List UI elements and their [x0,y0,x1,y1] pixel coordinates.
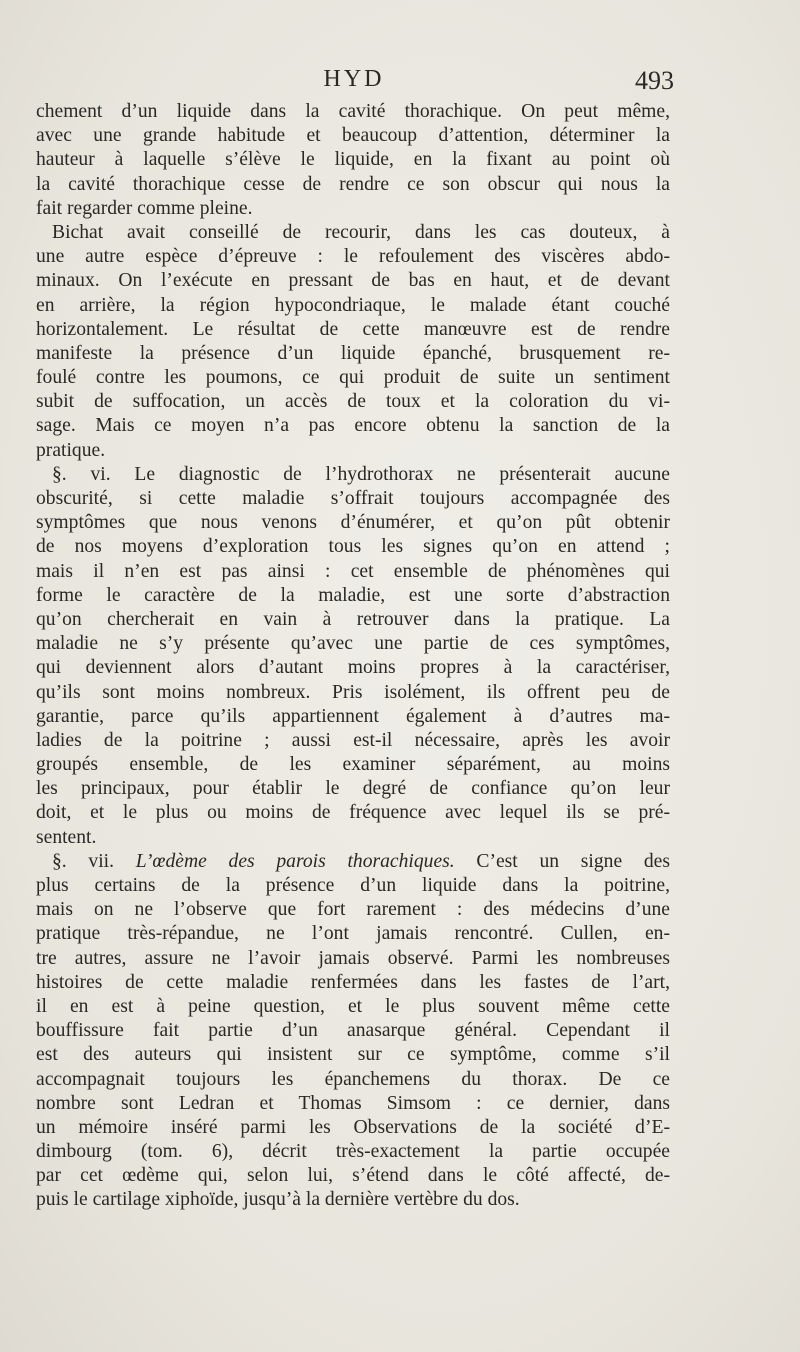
text-line: dimbourg (tom. 6), décrit très-exactement la partie occupée [36,1141,670,1163]
body-text [36,100,670,1213]
text-line: hauteur à laquelle s’élève le liquide, en la fixant au point où [36,149,670,171]
text-line: qu’ils sont moins nombreux. Pris isolément, ils offrent peu de [36,681,670,703]
text-line: il en est à peine question, et le plus souvent même cette [36,995,670,1017]
text-line: §. vi. Le diagnostic de l’hydrothorax ne présenterait aucune [52,463,670,485]
text-line: les principaux, pour établir le degré de confiance qu’on leur [36,778,670,800]
page-number: 493 [635,66,674,95]
text-line: un mémoire inséré parmi les Observations de la société d’E- [36,1116,670,1138]
page-header [36,66,672,100]
text-line: mais on ne l’observe que fort rarement : des médecins d’une [36,899,670,921]
text-line: en arrière, la région hypocondriaque, le malade étant couché [36,294,670,316]
text-line: pratique. [36,439,106,461]
section-vii-first-line [36,850,670,874]
text-line: qui deviennent alors d’autant moins propres à la caractériser, [36,657,670,679]
text-line: subit de suffocation, un accès de toux et la coloration du vi- [36,391,670,413]
text-line: est des auteurs qui insistent sur ce symptôme, comme s’il [36,1044,670,1066]
text-line: qu’on chercherait en vain à retrouver dans la pratique. La [36,608,670,630]
text-line: maladie ne s’y présente qu’avec une partie de ces symptômes, [36,633,670,655]
text-line: forme le caractère de la maladie, est une sorte d’abstraction [36,584,670,606]
text-line: de nos moyens d’exploration tous les signes qu’on en attend ; [36,536,670,558]
text-line: tre autres, assure ne l’avoir jamais observé. Parmi les nombreuses [36,947,670,969]
text-line: nombre sont Ledran et Thomas Simsom : ce dernier, dans [36,1092,670,1114]
section-vii-suffix: C’est un signe des [454,850,670,872]
text-line: horizontalement. Le résultat de cette manœuvre est de rendre [36,318,670,340]
text-line: foulé contre les poumons, ce qui produit de suite un sentiment [36,367,670,389]
text-line: groupés ensemble, de les examiner séparément, au moins [36,754,670,776]
text-line: chement d’un liquide dans la cavité thorachique. On peut même, [36,101,670,122]
text-line: par cet œdème qui, selon lui, s’étend dans le côté affecté, de- [36,1165,670,1187]
text-line: minaux. On l’exécute en pressant de bas en haut, et de devant [36,270,670,292]
text-line: sentent. [36,826,97,848]
text-line: la cavité thorachique cesse de rendre ce son obscur qui nous la [36,173,670,195]
text-line: pratique très-répandue, ne l’ont jamais rencontré. Cullen, en- [36,923,670,945]
text-line: Bichat avait conseillé de recourir, dans les cas douteux, à [52,221,670,243]
text-line: ladies de la poitrine ; aussi est-il nécessaire, après les avoir [36,729,670,751]
text-line: fait regarder comme pleine. [36,197,253,219]
text-line: symptômes que nous venons d’énumérer, et qu’on pût obtenir [36,512,670,534]
running-head: HYD [323,66,385,92]
text-line: puis le cartilage xiphoïde, jusqu’à la dernière vertèbre du dos. [36,1189,520,1211]
text-line: manifeste la présence d’un liquide épanché, brusquement re- [36,342,670,364]
text-line: obscurité, si cette maladie s’offrait toujours accompagnée des [36,488,670,509]
text-line: avec une grande habitude et beaucoup d’attention, déterminer la [36,125,670,147]
text-line: bouffissure fait partie d’un anasarque général. Cependant il [36,1020,670,1042]
text-line: sage. Mais ce moyen n’a pas encore obtenu la sanction de la [36,415,670,437]
section-vii-prefix: §. vii. [52,850,136,872]
text-line: mais il n’en est pas ainsi : cet ensemble de phénomènes qui [36,560,670,582]
text-line: garantie, parce qu’ils appartiennent également à d’autres ma- [36,705,670,727]
section-vii-italic-title: L’œdème des parois thorachiques. [135,850,455,872]
text-line: plus certains de la présence d’un liquide dans la poitrine, [36,875,670,896]
text-line: doit, et le plus ou moins de fréquence avec lequel ils se pré- [36,802,670,824]
text-line: accompagnait toujours les épanchemens du thorax. De ce [36,1068,670,1090]
text-line: histoires de cette maladie renfermées dans les fastes de l’art, [36,971,670,993]
text-line: une autre espèce d’épreuve : le refoulement des viscères abdo- [36,246,670,268]
